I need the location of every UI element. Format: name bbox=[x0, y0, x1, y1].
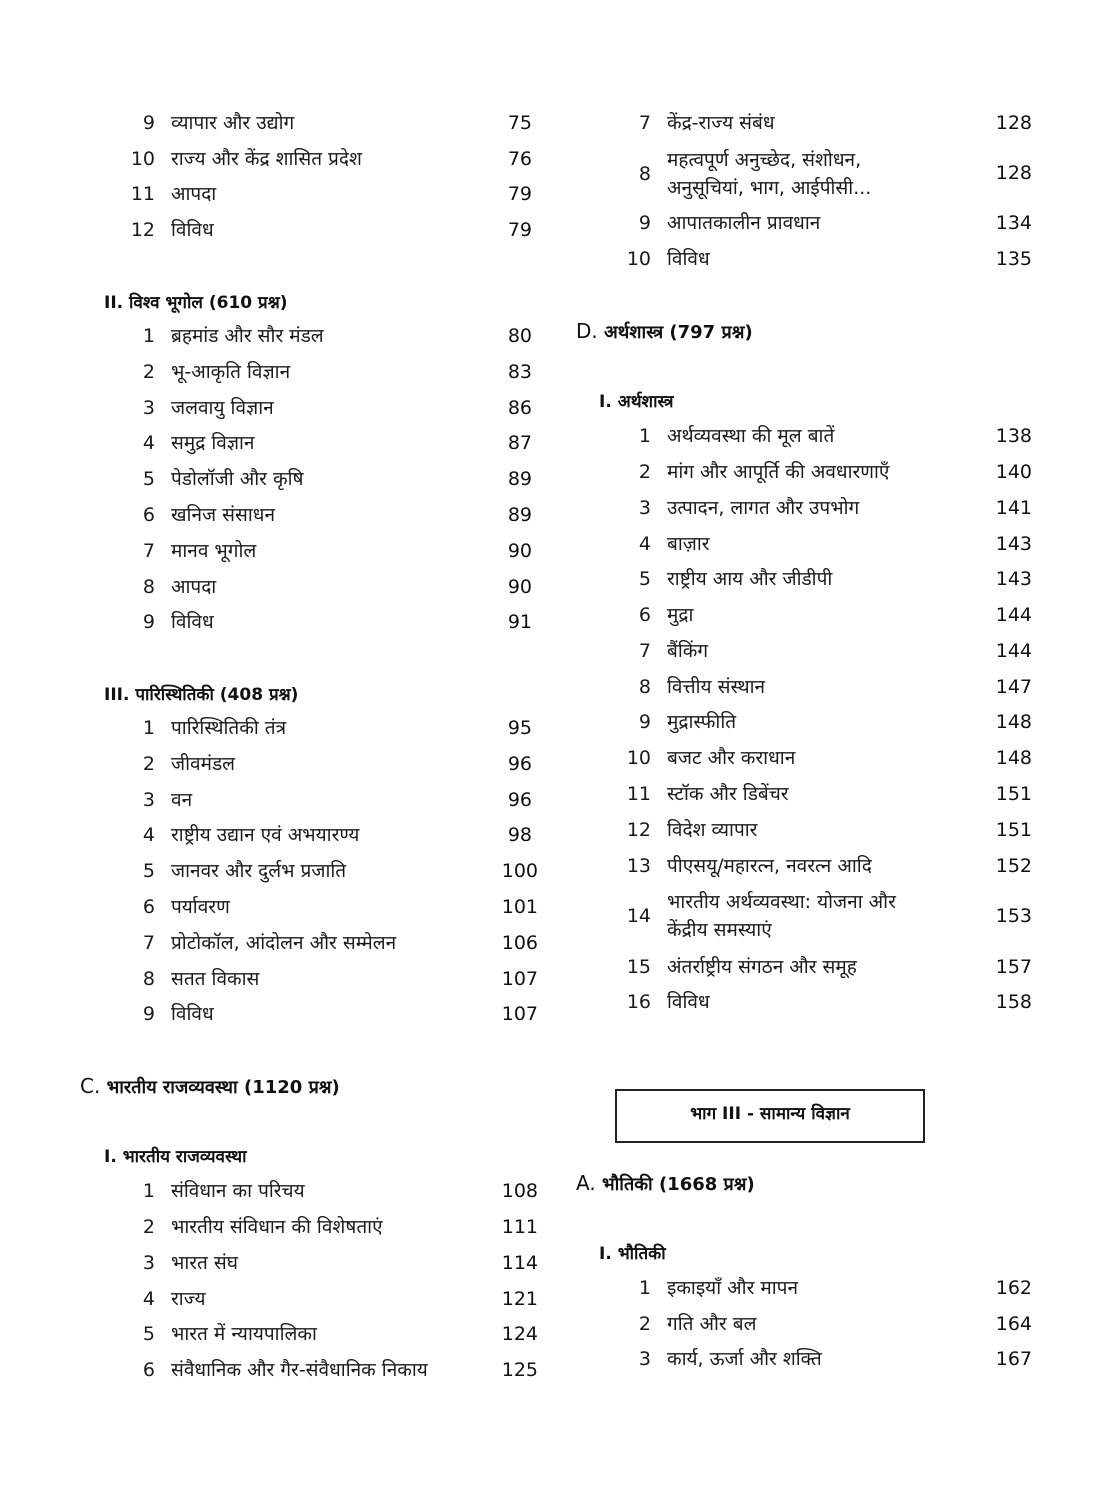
entry-title: भू-आकृति विज्ञान bbox=[171, 361, 291, 383]
entry-title: सतत विकास bbox=[171, 968, 260, 990]
entry-page: 86 bbox=[507, 397, 532, 419]
toc-entry[interactable] bbox=[125, 360, 290, 384]
entry-number: 1 bbox=[638, 425, 651, 447]
entry-number: 4 bbox=[638, 533, 651, 555]
entry-number: 3 bbox=[142, 1252, 155, 1274]
entry-page: 107 bbox=[501, 1003, 538, 1025]
toc-entry[interactable] bbox=[621, 1312, 756, 1336]
entry-number: 10 bbox=[626, 747, 651, 769]
entry-number: 10 bbox=[626, 248, 651, 270]
toc-entry[interactable] bbox=[125, 467, 303, 491]
entry-page: 135 bbox=[995, 248, 1032, 270]
entry-page: 152 bbox=[995, 855, 1032, 877]
entry-number: 16 bbox=[626, 991, 651, 1013]
entry-title: जीवमंडल bbox=[171, 753, 235, 775]
entry-number: 2 bbox=[638, 461, 651, 483]
entry-number: 4 bbox=[142, 1288, 155, 1310]
entry-title: खनिज संसाधन bbox=[171, 504, 275, 526]
entry-title-line2: केंद्रीय समस्याएं bbox=[667, 919, 772, 941]
entry-page: 89 bbox=[507, 504, 532, 526]
section-heading-polity bbox=[80, 1074, 340, 1099]
section-letter: A. bbox=[576, 1171, 596, 1195]
entry-number: 5 bbox=[142, 860, 155, 882]
entry-number: 9 bbox=[142, 611, 155, 633]
entry-number: 13 bbox=[626, 855, 651, 877]
entry-page: 91 bbox=[507, 611, 532, 633]
toc-entry[interactable] bbox=[125, 147, 362, 171]
toc-entry[interactable] bbox=[621, 211, 820, 235]
entry-number: 1 bbox=[142, 717, 155, 739]
toc-entry[interactable] bbox=[621, 955, 857, 979]
toc-entry[interactable] bbox=[125, 503, 275, 527]
entry-title: केंद्र-राज्य संबंध bbox=[667, 112, 775, 134]
toc-entry[interactable] bbox=[125, 396, 274, 420]
entry-page: 96 bbox=[507, 789, 532, 811]
entry-page: 76 bbox=[507, 148, 532, 170]
entry-title: पर्यावरण bbox=[171, 896, 230, 918]
entry-title: भारतीय संविधान की विशेषताएं bbox=[171, 1216, 383, 1238]
entry-title: विविध bbox=[667, 248, 710, 270]
entry-number: 11 bbox=[130, 183, 155, 205]
entry-page: 75 bbox=[507, 112, 532, 134]
entry-page: 151 bbox=[995, 819, 1032, 841]
toc-entry[interactable] bbox=[125, 218, 214, 242]
toc-entry[interactable] bbox=[125, 823, 359, 847]
toc-entry[interactable] bbox=[621, 639, 708, 663]
toc-entry[interactable] bbox=[621, 111, 775, 135]
entry-page: 96 bbox=[507, 753, 532, 775]
section-letter: C. bbox=[80, 1074, 101, 1098]
entry-number: 7 bbox=[638, 112, 651, 134]
toc-entry[interactable] bbox=[125, 575, 216, 599]
entry-page: 151 bbox=[995, 783, 1032, 805]
toc-entry[interactable] bbox=[621, 496, 859, 520]
entry-page: 90 bbox=[507, 576, 532, 598]
entry-title: बाज़ार bbox=[667, 533, 710, 555]
section-heading-economics bbox=[576, 319, 753, 344]
entry-title: गति और बल bbox=[667, 1313, 757, 1335]
section-heading-physics bbox=[576, 1171, 755, 1196]
toc-entry[interactable] bbox=[125, 1251, 238, 1275]
subsection-heading-polity: I. भारतीय राजव्यवस्था bbox=[104, 1147, 247, 1167]
entry-number: 5 bbox=[142, 468, 155, 490]
entry-number: 11 bbox=[626, 783, 651, 805]
entry-title: मानव भूगोल bbox=[171, 540, 257, 562]
toc-entry[interactable] bbox=[125, 182, 216, 206]
entry-page: 100 bbox=[501, 860, 538, 882]
entry-title: बजट और कराधान bbox=[667, 747, 796, 769]
entry-page: 148 bbox=[995, 747, 1032, 769]
entry-number: 9 bbox=[638, 711, 651, 733]
entry-title: जानवर और दुर्लभ प्रजाति bbox=[171, 860, 347, 882]
toc-entry[interactable] bbox=[125, 895, 230, 919]
entry-title: मुद्रास्फीति bbox=[667, 711, 737, 733]
entry-title: विविध bbox=[667, 991, 710, 1013]
entry-page: 114 bbox=[501, 1252, 538, 1274]
entry-title bbox=[667, 146, 871, 202]
entry-title: जलवायु विज्ञान bbox=[171, 397, 274, 419]
entry-page: 121 bbox=[501, 1288, 538, 1310]
entry-page: 167 bbox=[995, 1348, 1032, 1370]
entry-number: 8 bbox=[638, 676, 651, 698]
toc-entry[interactable] bbox=[125, 752, 235, 776]
entry-page: 157 bbox=[995, 956, 1032, 978]
entry-number: 9 bbox=[638, 212, 651, 234]
entry-number: 7 bbox=[142, 932, 155, 954]
entry-number: 7 bbox=[142, 540, 155, 562]
entry-number: 8 bbox=[638, 163, 651, 185]
entry-title: उत्पादन, लागत और उपभोग bbox=[667, 497, 860, 519]
entry-page: 158 bbox=[995, 991, 1032, 1013]
toc-entry[interactable] bbox=[125, 1358, 428, 1382]
toc-entry[interactable] bbox=[621, 146, 871, 202]
toc-entry[interactable] bbox=[621, 532, 710, 556]
entry-title: वन bbox=[171, 789, 193, 811]
toc-entry[interactable] bbox=[125, 610, 214, 634]
toc-entry[interactable] bbox=[125, 539, 256, 563]
entry-page: 144 bbox=[995, 604, 1032, 626]
entry-title: अर्थव्यवस्था की मूल बातें bbox=[667, 425, 835, 447]
entry-page: 111 bbox=[501, 1216, 538, 1238]
entry-title: राज्य और केंद्र शासित प्रदेश bbox=[171, 148, 362, 170]
entry-number: 2 bbox=[142, 361, 155, 383]
entry-title: विविध bbox=[171, 219, 214, 241]
toc-entry[interactable] bbox=[125, 967, 259, 991]
section-title: अर्थशास्त्र (797 प्रश्न) bbox=[604, 322, 753, 343]
entry-number: 6 bbox=[638, 604, 651, 626]
entry-title: भारत संघ bbox=[171, 1252, 238, 1274]
entry-page: 106 bbox=[501, 932, 538, 954]
toc-entry[interactable] bbox=[621, 1276, 798, 1300]
entry-number: 6 bbox=[142, 896, 155, 918]
toc-entry[interactable] bbox=[125, 324, 324, 348]
entry-page: 89 bbox=[507, 468, 532, 490]
entry-title: ब्रहमांड और सौर मंडल bbox=[171, 325, 324, 347]
entry-page: 83 bbox=[507, 361, 532, 383]
entry-number: 8 bbox=[142, 576, 155, 598]
entry-title: स्टॉक और डिबेंचर bbox=[667, 783, 789, 805]
toc-entry[interactable] bbox=[621, 460, 889, 484]
entry-page: 141 bbox=[995, 497, 1032, 519]
entry-page: 134 bbox=[995, 212, 1032, 234]
entry-number: 2 bbox=[142, 753, 155, 775]
entry-page: 144 bbox=[995, 640, 1032, 662]
toc-entry[interactable] bbox=[125, 1179, 305, 1203]
entry-title: राष्ट्रीय आय और जीडीपी bbox=[667, 568, 833, 590]
toc-entry[interactable] bbox=[621, 990, 710, 1014]
entry-number: 15 bbox=[626, 956, 651, 978]
entry-number: 2 bbox=[638, 1313, 651, 1335]
entry-title: विदेश व्यापार bbox=[667, 819, 758, 841]
entry-page: 162 bbox=[995, 1277, 1032, 1299]
entry-number: 1 bbox=[638, 1277, 651, 1299]
toc-entry[interactable] bbox=[125, 1002, 214, 1026]
entry-title: बैंकिंग bbox=[667, 640, 709, 662]
toc-entry[interactable] bbox=[125, 111, 294, 135]
entry-number: 3 bbox=[638, 1348, 651, 1370]
subsection-heading-world-geography: II. विश्व भूगोल (610 प्रश्न) bbox=[104, 293, 288, 313]
entry-page: 98 bbox=[507, 824, 532, 846]
entry-title: आपदा bbox=[171, 183, 217, 205]
entry-number: 3 bbox=[638, 497, 651, 519]
entry-title: संवैधानिक और गैर-संवैधानिक निकाय bbox=[171, 1359, 428, 1381]
entry-page: 107 bbox=[501, 968, 538, 990]
toc-entry[interactable] bbox=[621, 782, 789, 806]
entry-page: 124 bbox=[501, 1323, 538, 1345]
toc-entry[interactable] bbox=[621, 675, 765, 699]
toc-entry[interactable] bbox=[621, 746, 795, 770]
section-letter: D. bbox=[576, 319, 598, 343]
entry-title: आपदा bbox=[171, 576, 217, 598]
entry-title: इकाइयाँ और मापन bbox=[667, 1277, 799, 1299]
entry-title: व्यापार और उद्योग bbox=[171, 112, 295, 134]
entry-number: 1 bbox=[142, 1180, 155, 1202]
entry-number: 10 bbox=[130, 148, 155, 170]
entry-title-line1: महत्वपूर्ण अनुच्छेद, संशोधन, bbox=[667, 149, 862, 171]
entry-title: भारत में न्यायपालिका bbox=[171, 1323, 317, 1345]
entry-number: 6 bbox=[142, 1359, 155, 1381]
entry-number: 12 bbox=[626, 819, 651, 841]
entry-title: राष्ट्रीय उद्यान एवं अभयारण्य bbox=[171, 824, 360, 846]
entry-page: 79 bbox=[507, 219, 532, 241]
entry-page: 164 bbox=[995, 1313, 1032, 1335]
section-title: भारतीय राजव्यवस्था (1120 प्रश्न) bbox=[106, 1077, 340, 1098]
entry-page: 95 bbox=[507, 717, 532, 739]
entry-number: 9 bbox=[142, 1003, 155, 1025]
entry-page: 125 bbox=[501, 1359, 538, 1381]
entry-page: 147 bbox=[995, 676, 1032, 698]
entry-page: 128 bbox=[995, 112, 1032, 134]
entry-title-line2: अनुसूचियां, भाग, आईपीसी... bbox=[667, 177, 872, 199]
entry-title: प्रोटोकॉल, आंदोलन और सम्मेलन bbox=[171, 932, 397, 954]
entry-page: 90 bbox=[507, 540, 532, 562]
toc-entry[interactable] bbox=[621, 854, 872, 878]
entry-number: 1 bbox=[142, 325, 155, 347]
entry-number: 6 bbox=[142, 504, 155, 526]
entry-number: 3 bbox=[142, 397, 155, 419]
entry-page: 101 bbox=[501, 896, 538, 918]
toc-entry[interactable] bbox=[621, 603, 693, 627]
entry-page: 138 bbox=[995, 425, 1032, 447]
entry-number: 14 bbox=[626, 905, 651, 927]
entry-title: पीएसयू/महारत्न, नवरत्न आदि bbox=[667, 855, 872, 877]
toc-entry[interactable] bbox=[125, 788, 192, 812]
entry-title bbox=[667, 888, 896, 944]
entry-number: 5 bbox=[638, 568, 651, 590]
entry-number: 9 bbox=[142, 112, 155, 134]
entry-title: मांग और आपूर्ति की अवधारणाएँ bbox=[667, 461, 890, 483]
toc-entry[interactable] bbox=[621, 888, 896, 944]
entry-page: 108 bbox=[501, 1180, 538, 1202]
entry-number: 4 bbox=[142, 824, 155, 846]
part-heading-box bbox=[615, 1089, 925, 1143]
entry-title: अंतर्राष्ट्रीय संगठन और समूह bbox=[667, 956, 857, 978]
entry-page: 87 bbox=[507, 432, 532, 454]
subsection-heading-physics: I. भौतिकी bbox=[599, 1244, 666, 1264]
entry-title: कार्य, ऊर्जा और शक्ति bbox=[667, 1348, 822, 1370]
toc-entry[interactable] bbox=[621, 710, 736, 734]
subsection-heading-ecology: III. पारिस्थितिकी (408 प्रश्न) bbox=[104, 685, 299, 705]
entry-title: पारिस्थितिकी तंत्र bbox=[171, 717, 287, 739]
entry-number: 3 bbox=[142, 789, 155, 811]
entry-title: आपातकालीन प्रावधान bbox=[667, 212, 821, 234]
entry-page: 140 bbox=[995, 461, 1032, 483]
section-title: भौतिकी (1668 प्रश्न) bbox=[601, 1174, 755, 1195]
toc-entry[interactable] bbox=[125, 1322, 317, 1346]
entry-title: राज्य bbox=[171, 1288, 206, 1310]
part-title: भाग III - सामान्य विज्ञान bbox=[690, 1104, 850, 1124]
entry-title: विविध bbox=[171, 1003, 214, 1025]
entry-number: 7 bbox=[638, 640, 651, 662]
entry-page: 80 bbox=[507, 325, 532, 347]
toc-entry[interactable] bbox=[621, 1347, 822, 1371]
toc-entry[interactable] bbox=[125, 431, 254, 455]
entry-title: वित्तीय संस्थान bbox=[667, 676, 766, 698]
toc-entry[interactable] bbox=[125, 1215, 383, 1239]
toc-entry[interactable] bbox=[621, 247, 710, 271]
entry-number: 8 bbox=[142, 968, 155, 990]
toc-entry[interactable] bbox=[125, 1287, 206, 1311]
entry-page: 128 bbox=[995, 162, 1032, 184]
toc-entry[interactable] bbox=[125, 931, 396, 955]
subsection-heading-economics: I. अर्थशास्त्र bbox=[599, 392, 674, 412]
entry-number: 5 bbox=[142, 1323, 155, 1345]
entry-number: 12 bbox=[130, 219, 155, 241]
entry-title-line1: भारतीय अर्थव्यवस्था: योजना और bbox=[667, 891, 896, 913]
toc-entry[interactable] bbox=[125, 859, 346, 883]
entry-page: 143 bbox=[995, 568, 1032, 590]
entry-page: 153 bbox=[995, 905, 1032, 927]
entry-title: समुद्र विज्ञान bbox=[171, 432, 255, 454]
toc-entry[interactable] bbox=[621, 818, 757, 842]
entry-number: 4 bbox=[142, 432, 155, 454]
entry-title: पेडोलॉजी और कृषि bbox=[171, 468, 304, 490]
entry-number: 2 bbox=[142, 1216, 155, 1238]
entry-title: विविध bbox=[171, 611, 214, 633]
toc-entry[interactable] bbox=[125, 716, 286, 740]
entry-title: मुद्रा bbox=[667, 604, 694, 626]
toc-entry[interactable] bbox=[621, 424, 834, 448]
entry-page: 143 bbox=[995, 533, 1032, 555]
entry-page: 79 bbox=[507, 183, 532, 205]
entry-page: 148 bbox=[995, 711, 1032, 733]
toc-entry[interactable] bbox=[621, 567, 832, 591]
entry-title: संविधान का परिचय bbox=[171, 1180, 305, 1202]
